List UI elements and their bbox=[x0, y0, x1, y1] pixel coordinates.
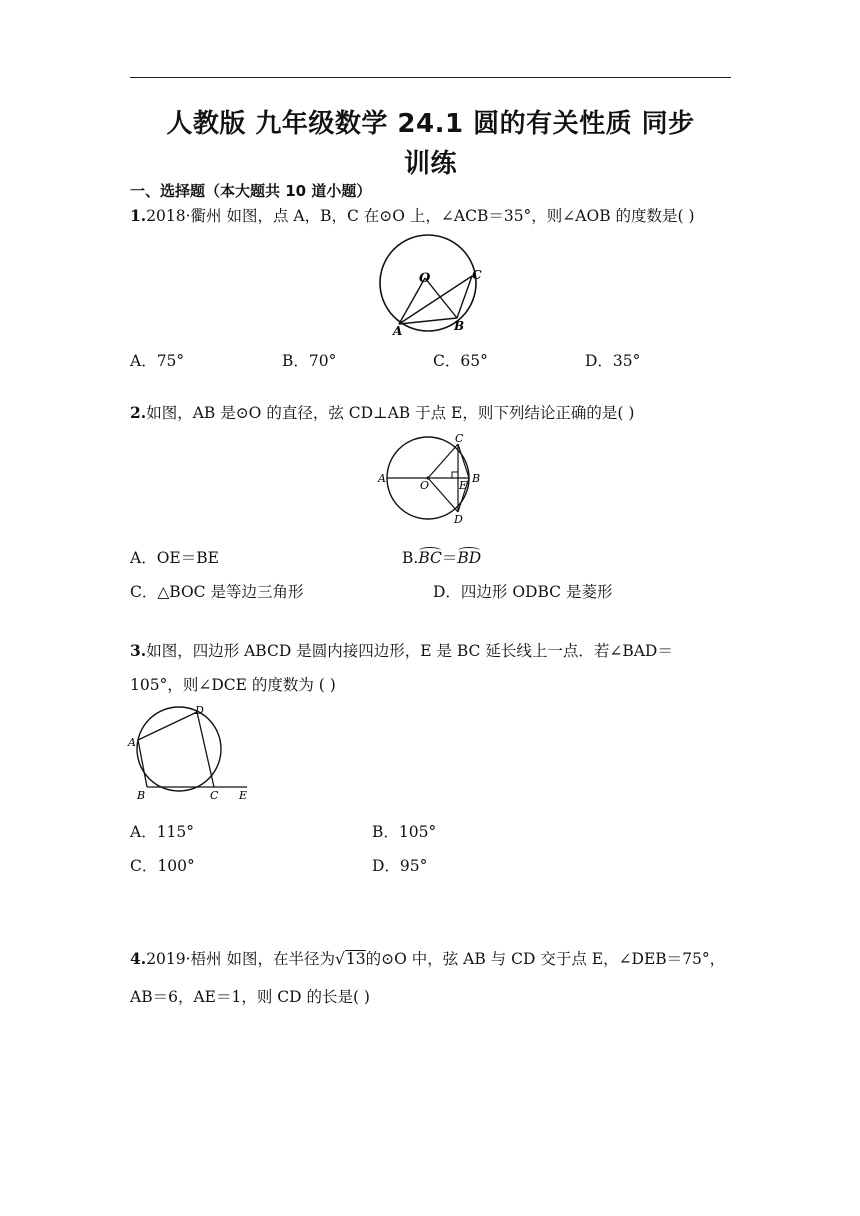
q1-option-c: C．65° bbox=[433, 352, 488, 370]
q3-option-c: C．100° bbox=[130, 857, 195, 875]
question-2 bbox=[130, 398, 634, 428]
figure-3-label-b: B bbox=[137, 789, 146, 802]
question-3 bbox=[130, 636, 673, 666]
q2-option-b-prefix: B. bbox=[402, 549, 419, 567]
title-line-1: 人教版 九年级数学 24.1 圆的有关性质 同步 bbox=[166, 109, 695, 139]
q2-option-a: A．OE＝BE bbox=[130, 549, 219, 567]
figure-1-label-a: A bbox=[393, 324, 403, 338]
figure-1-label-b: B bbox=[454, 319, 465, 333]
question-1 bbox=[130, 201, 695, 231]
figure-2-label-d: D bbox=[454, 513, 463, 526]
figure-3-label-a: A bbox=[128, 736, 136, 749]
header-rule bbox=[130, 77, 731, 78]
figure-2-label-e: E bbox=[459, 479, 468, 492]
q1-option-d: D．35° bbox=[585, 352, 641, 370]
q3-option-b: B．105° bbox=[372, 823, 437, 841]
question-2-number: 2. bbox=[130, 403, 147, 422]
question-3-number: 3. bbox=[130, 641, 147, 660]
q2-option-b-arc-bc: BC bbox=[418, 549, 442, 567]
question-4-text-a: 2019·梧州 如图，在半径为 bbox=[146, 950, 335, 968]
title-line-2: 训练 bbox=[403, 149, 457, 179]
figure-2-label-a: A bbox=[378, 472, 386, 485]
q2-option-b-arc-bd: BD bbox=[457, 549, 482, 567]
sqrt-symbol: √ bbox=[335, 950, 345, 968]
q2-option-c: C．△BOC 是等边三角形 bbox=[130, 583, 304, 601]
q1-option-b: B．70° bbox=[282, 352, 337, 370]
figure-3-label-e: E bbox=[239, 789, 248, 802]
question-4-text-b: 的⊙O 中，弦 AB 与 CD 交于点 E，∠DEB＝75°， bbox=[365, 950, 726, 968]
q1-option-a: A．75° bbox=[130, 352, 185, 370]
figure-1-label-c: C bbox=[472, 268, 482, 282]
q3-option-a: A．115° bbox=[130, 823, 195, 841]
figure-2-label-b: B bbox=[472, 472, 481, 485]
figure-2-label-o: O bbox=[420, 479, 430, 492]
question-4-number: 4. bbox=[130, 949, 147, 968]
question-3-continued: 105°，则∠DCE 的度数为 ( ) bbox=[130, 676, 336, 694]
question-1-text: 2018·衢州 如图，点 A，B，C 在⊙O 上，∠ACB＝35°，则∠AOB 的度数是( ) bbox=[146, 207, 695, 225]
question-3-line-1: 如图，四边形 ABCD 是圆内接四边形，E 是 BC 延长线上一点．若∠BAD＝ bbox=[146, 642, 673, 660]
figure-3 bbox=[125, 702, 255, 804]
question-2-text: 如图，AB 是⊙O 的直径，弦 CD⊥AB 于点 E，则下列结论正确的是( ) bbox=[146, 404, 635, 422]
page-title bbox=[130, 104, 731, 184]
q2-option-d: D．四边形 ODBC 是菱形 bbox=[433, 583, 613, 601]
q2-option-b bbox=[402, 546, 481, 568]
question-1-number: 1. bbox=[130, 206, 147, 225]
question-4-continued: AB＝6，AE＝1，则 CD 的长是( ) bbox=[130, 988, 370, 1006]
figure-3-label-c: C bbox=[210, 789, 219, 802]
figure-2 bbox=[374, 430, 490, 526]
q3-option-d: D．95° bbox=[372, 857, 428, 875]
section-heading: 一、选择题（本大题共 10 道小题） bbox=[130, 182, 372, 200]
figure-3-label-d: D bbox=[195, 704, 204, 717]
figure-1 bbox=[368, 232, 490, 340]
figure-2-label-c: C bbox=[455, 432, 464, 445]
figure-1-label-o: O bbox=[419, 271, 431, 286]
q2-option-b-equals: ＝ bbox=[441, 549, 458, 567]
sqrt-radicand: 13 bbox=[345, 950, 366, 968]
question-4 bbox=[130, 944, 725, 974]
